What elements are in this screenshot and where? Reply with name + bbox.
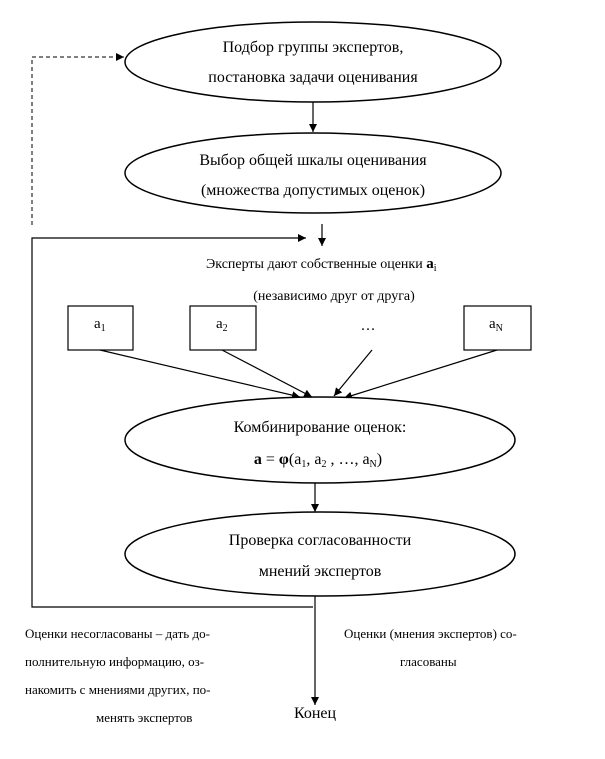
node-choose-scale-line2: (множества допустимых оценок) (200, 182, 426, 199)
left-note-line1: Оценки несогласованы – дать до- (25, 626, 210, 641)
node-check-consistency-line2: мнений экспертов (258, 563, 382, 580)
estimate-box-a2-label: $a_2$ (216, 316, 228, 334)
arrow-a2-combine (222, 350, 312, 397)
experts-note-line1: Эксперты дают собственные оценки $a_i$ (206, 256, 437, 274)
right-note-line1: Оценки (мнения экспертов) со- (344, 626, 517, 641)
left-note (25, 626, 211, 725)
node-combine-estimates (125, 397, 515, 483)
node-choose-scale-line1: Выбор общей шкалы оценивания (199, 152, 427, 169)
node-check-consistency-line1: Проверка согласованности (228, 532, 412, 549)
node-choose-scale (125, 133, 501, 213)
estimate-box-a2 (190, 306, 256, 350)
left-note-line4: менять экспертов (96, 710, 193, 725)
estimate-box-aN (464, 306, 531, 350)
node-select-experts-line2: постановка задачи оценивания (208, 69, 418, 86)
node-check-consistency-ellipse (125, 512, 515, 596)
left-note-line3: накомить с мнениями других, по- (25, 682, 211, 697)
right-note (344, 626, 517, 669)
node-select-experts-ellipse (125, 22, 501, 102)
node-combine-estimates-formula: a = φ(a1, a2 , …, aN) (253, 451, 383, 470)
arrow-ellipsis-combine (334, 350, 372, 396)
estimate-box-a1 (68, 306, 133, 350)
right-note-line2: гласованы (400, 654, 457, 669)
dashed-feedback-line (32, 57, 124, 225)
end-label: Конец (293, 705, 337, 722)
estimate-ellipsis: … (360, 318, 376, 334)
node-check-consistency (125, 512, 515, 596)
node-combine-estimates-line1: Комбинирование оценок: (233, 419, 407, 436)
node-combine-estimates-ellipse (125, 397, 515, 483)
node-select-experts-line1: Подбор группы экспертов, (222, 39, 404, 56)
node-select-experts (125, 22, 501, 102)
experts-note (206, 256, 437, 304)
left-note-line2: полнительную информацию, оз- (25, 654, 205, 669)
arrow-aN-combine (344, 350, 497, 398)
arrow-a1-combine (100, 350, 300, 397)
estimate-box-a1-label: $a_1$ (94, 316, 106, 334)
estimate-box-aN-label: $a_N$ (489, 316, 503, 334)
experts-note-line2: (независимо друг от друга) (253, 289, 415, 304)
node-choose-scale-ellipse (125, 133, 501, 213)
